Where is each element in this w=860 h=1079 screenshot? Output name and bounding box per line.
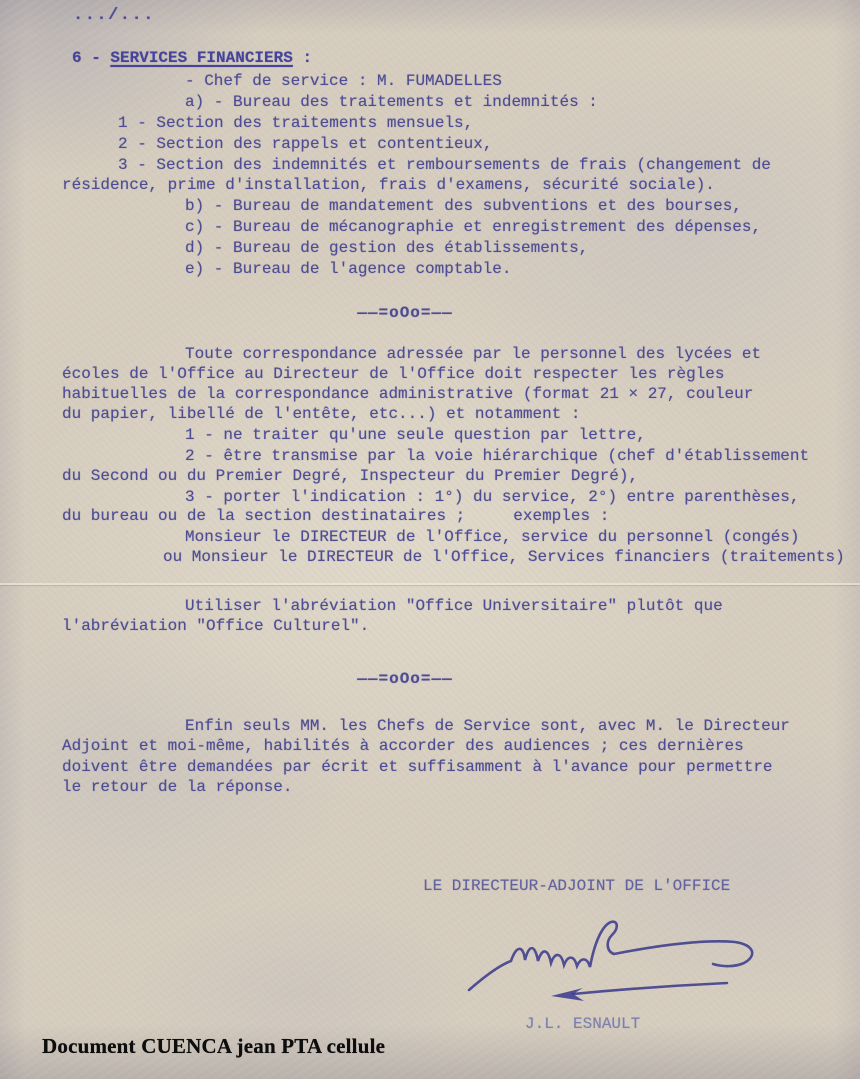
section-divider: ——=oOo=—— (357, 304, 453, 322)
typed-line: 2 - être transmise par la voie hiérarchique (chef d'établissement (185, 447, 810, 465)
typed-line: b) - Bureau de mandatement des subventions et des bourses, (185, 197, 742, 215)
typed-line: 2 - Section des rappels et contentieux, (118, 135, 493, 153)
typed-line: c) - Bureau de mécanographie et enregistrement des dépenses, (185, 218, 762, 236)
typed-line: - Chef de service : M. FUMADELLES (185, 72, 502, 90)
typed-line: du papier, libellé de l'entête, etc...) et notamment : (62, 405, 581, 423)
handwritten-signature (455, 908, 785, 1013)
typed-line: du bureau ou de la section destinataires ; exemples : (62, 507, 610, 525)
typed-line: Adjoint et moi-même, habilités à accorder des audiences ; ces dernières (62, 737, 744, 755)
section-title: SERVICES FINANCIERS (110, 49, 293, 67)
signature-name: J.L. ESNAULT (525, 1015, 641, 1033)
footer-caption: Document CUENCA jean PTA cellule (42, 1034, 386, 1058)
section-heading-suffix: : (292, 49, 313, 67)
paper-crease (0, 583, 860, 585)
typed-line: du Second ou du Premier Degré, Inspecteur du Premier Degré), (62, 467, 639, 485)
typed-line: habituelles de la correspondance administrative (format 21 × 27, couleur (62, 385, 754, 403)
typed-line: Toute correspondance adressée par le personnel des lycées et (185, 345, 762, 363)
typed-line: l'abréviation "Office Culturel". (62, 617, 370, 635)
typed-line: le retour de la réponse. (62, 778, 293, 796)
typed-line: e) - Bureau de l'agence comptable. (185, 260, 512, 278)
typed-line: 3 - Section des indemnités et remboursements de frais (changement de (118, 156, 771, 174)
typed-line: d) - Bureau de gestion des établissements, (185, 239, 589, 257)
typed-line: doivent être demandées par écrit et suffisamment à l'avance pour permettre (62, 758, 773, 776)
typed-line: 1 - ne traiter qu'une seule question par lettre, (185, 426, 646, 444)
signature-title: LE DIRECTEUR-ADJOINT DE L'OFFICE (423, 877, 731, 895)
typed-line: a) - Bureau des traitements et indemnités : (185, 93, 598, 111)
section-heading (72, 48, 312, 68)
continuation-mark: .../... (73, 6, 155, 25)
typed-line: écoles de l'Office au Directeur de l'Office doit respecter les règles (62, 365, 725, 383)
typed-line: Utiliser l'abréviation "Office Universitaire" plutôt que (185, 597, 723, 615)
section-divider: ——=oOo=—— (357, 670, 453, 688)
typed-line: 1 - Section des traitements mensuels, (118, 114, 474, 132)
typed-line: 3 - porter l'indication : 1°) du service, 2°) entre parenthèses, (185, 488, 800, 506)
typed-line: ou Monsieur le DIRECTEUR de l'Office, Services financiers (traitements) (163, 548, 845, 566)
section-number: 6 - (72, 49, 111, 67)
typed-line: résidence, prime d'installation, frais d'examens, sécurité sociale). (62, 176, 715, 194)
typed-line: Monsieur le DIRECTEUR de l'Office, service du personnel (congés) (185, 528, 800, 546)
typed-line: Enfin seuls MM. les Chefs de Service sont, avec M. le Directeur (185, 717, 790, 735)
